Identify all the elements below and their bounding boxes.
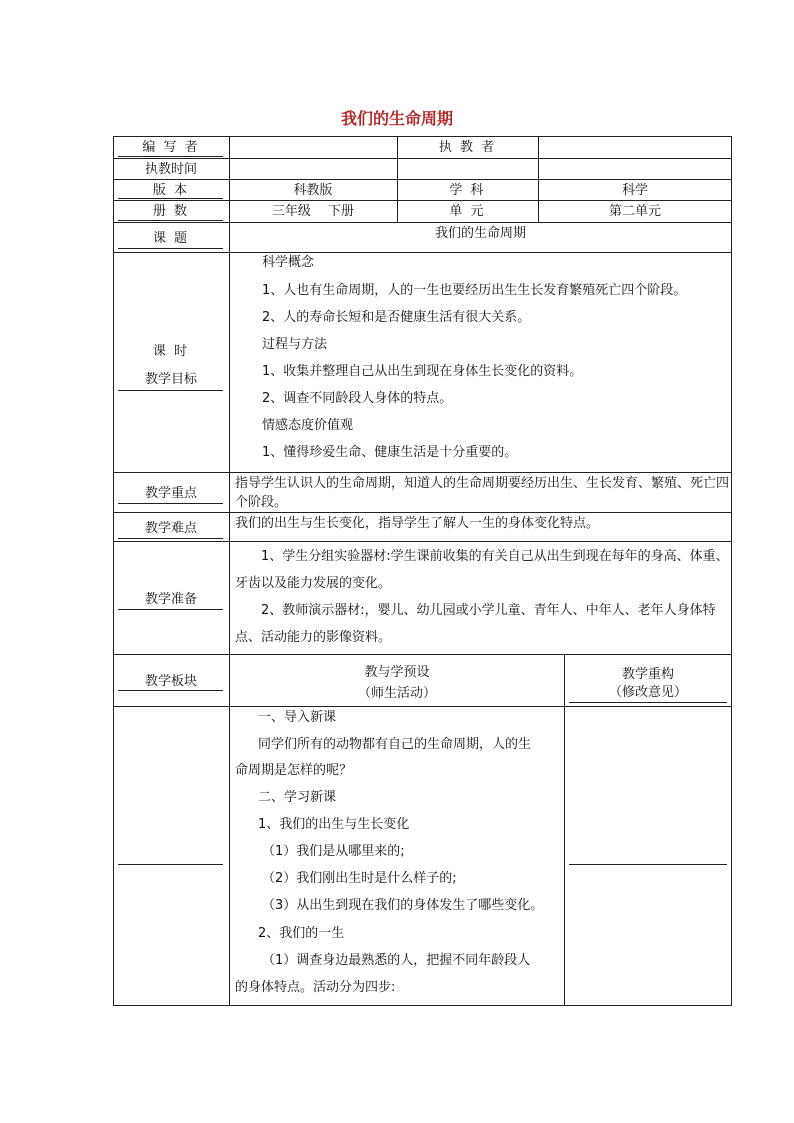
activity-subheading: 1、我们的出生与生长变化 (258, 817, 410, 832)
preparation-label: 教学准备 (144, 591, 197, 607)
time-label: 执教时间 (144, 162, 197, 177)
objectives-label: 教学目标 (144, 371, 197, 387)
topic-value: 我们的生命周期 (434, 225, 526, 241)
label-underline (118, 198, 223, 199)
label-underline (118, 609, 223, 610)
plan-column-subtitle: （师生活动） (357, 685, 436, 701)
label-underline (118, 538, 223, 539)
revision-blank-underline (569, 864, 727, 865)
activity-heading: 二、学习新课 (258, 790, 337, 805)
activity-item: （3）从出生到现在我们的身体发生了哪些变化。 (262, 898, 544, 913)
table-border-right (731, 136, 732, 1005)
table-rule (113, 158, 732, 159)
volume-value: 三年级 下册 (271, 204, 355, 219)
column-underline (569, 702, 727, 703)
table-rule (113, 179, 732, 180)
objective-heading: 过程与方法 (262, 337, 328, 352)
unit-value: 第二单元 (608, 204, 661, 219)
activity-heading: 一、导入新课 (258, 710, 337, 725)
objective-item: 1、人也有生命周期，人的一生也要经历出生生长发育繁殖死亡四个阶段。 (262, 283, 687, 298)
preparation-para-teacher: 2、教师演示器材:，婴儿、幼儿园或小学儿童、青年人、中年人、老年人身体特点、活动能力的影像资料。 (235, 603, 716, 645)
table-rule (113, 541, 732, 542)
table-rule (113, 200, 732, 201)
plan-column-title: 教与学预设 (364, 664, 430, 680)
subject-label: 学 科 (449, 183, 486, 198)
objective-heading: 科学概念 (262, 255, 315, 270)
document-title: 我们的生命周期 (340, 109, 453, 128)
subject-value: 科学 (621, 183, 648, 198)
difficulties-text: 我们的出生与生长变化，指导学生了解人一生的身体变化特点。 (235, 516, 600, 531)
module-label: 教学板块 (144, 673, 197, 689)
table-column-rule (397, 136, 398, 222)
edition-value: 科教版 (293, 183, 333, 198)
table-rule (113, 472, 732, 473)
activity-text: 同学们所有的动物都有自己的生命周期，人的生 (258, 737, 532, 752)
objective-item: 2、人的寿命长短和是否健康生活有很大关系。 (262, 310, 531, 325)
activity-text: 的身体特点。活动分为四步: (235, 980, 396, 995)
volume-label: 册 数 (152, 204, 190, 219)
preparation-para-students: 1、学生分组实验器材:学生课前收集的有关自己从出生到现在每年的身高、体重、牙齿以及能力发展的变化。 (235, 549, 729, 591)
key-points-label: 教学重点 (144, 485, 197, 501)
table-column-rule (538, 136, 539, 222)
objective-heading: 情感态度价值观 (262, 418, 354, 433)
label-underline (118, 390, 223, 391)
table-rule (113, 512, 732, 513)
module-blank-underline (118, 864, 223, 865)
table-border-left (113, 136, 114, 1005)
table-rule (113, 654, 732, 655)
label-underline (118, 690, 223, 691)
teacher-label: 执 教 者 (438, 140, 497, 155)
activity-item: （1）我们是从哪里来的; (262, 844, 405, 859)
label-underline (118, 220, 223, 221)
difficulties-label: 教学难点 (144, 520, 197, 536)
table-column-rule (564, 654, 565, 1005)
topic-label: 课 题 (152, 230, 190, 246)
unit-label: 单 元 (449, 204, 486, 219)
activity-subheading: 2、我们的一生 (258, 926, 345, 941)
activity-text: 命周期是怎样的呢？ (235, 763, 353, 778)
edition-label: 版 本 (152, 183, 190, 198)
activity-item: （2）我们刚出生时是什么样子的; (262, 871, 457, 886)
revision-column-subtitle: （修改意见） (608, 684, 687, 700)
label-underline (118, 248, 223, 249)
table-rule (113, 222, 732, 223)
table-border-top (113, 136, 732, 137)
table-rule (113, 706, 732, 707)
table-border-bottom (113, 1005, 732, 1006)
revision-column-title: 教学重构 (621, 666, 674, 682)
activity-item: （1）调查身边最熟悉的人，把握不同年龄段人 (262, 953, 531, 968)
author-label: 编 写 者 (142, 140, 200, 155)
label-underline (118, 156, 223, 157)
objectives-label-top: 课 时 (152, 343, 190, 359)
key-points-text: 指导学生认识人的生命周期，知道人的生命周期要经历出生、生长发育、繁殖、死亡四个阶段。 (235, 476, 730, 510)
objective-item: 1、懂得珍爱生命、健康生活是十分重要的。 (262, 445, 518, 460)
table-column-rule (229, 136, 230, 1005)
objective-item: 2、调查不同龄段人身体的特点。 (262, 391, 453, 406)
table-rule (113, 252, 732, 253)
objective-item: 1、收集并整理自己从出生到现在身体生长变化的资料。 (262, 364, 583, 379)
label-underline (118, 503, 223, 504)
